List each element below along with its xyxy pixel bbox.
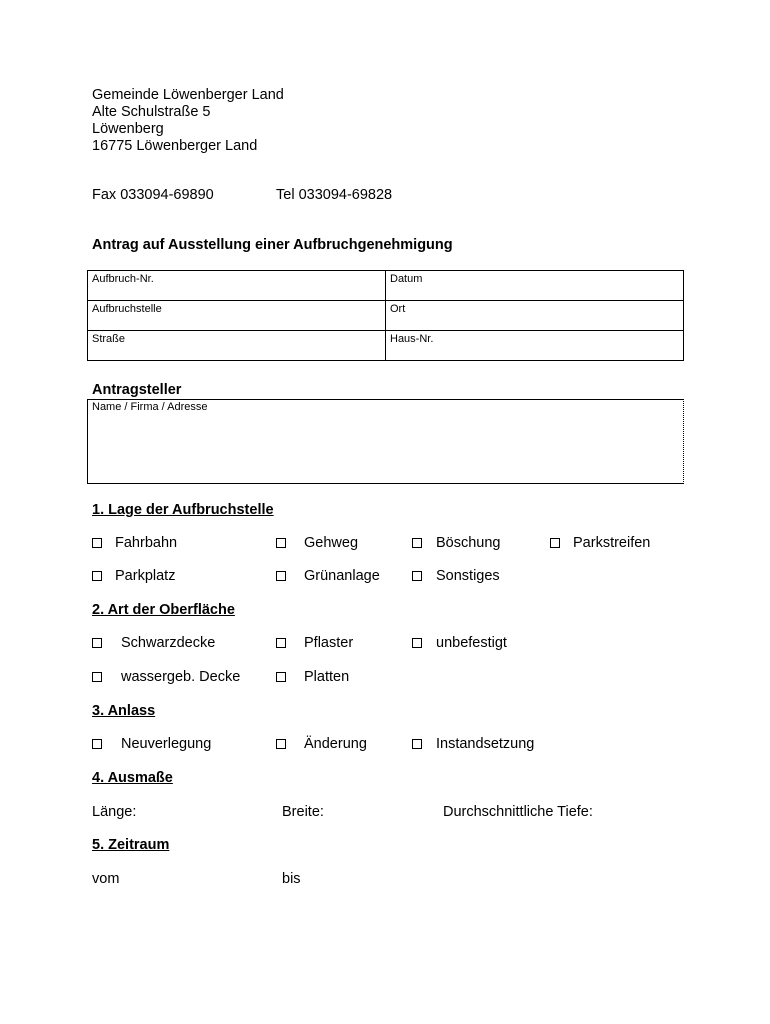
section-3-title: 3. Anlass xyxy=(92,703,156,719)
checkbox-label: Sonstiges xyxy=(436,568,500,584)
field-strasse[interactable]: Straße xyxy=(88,331,386,361)
field-haus-nr[interactable]: Haus-Nr. xyxy=(386,331,684,361)
breite-label: Breite: xyxy=(282,804,324,820)
checkbox-square[interactable] xyxy=(276,638,286,648)
checkbox-label: Platten xyxy=(304,669,350,685)
field-aufbruch-nr[interactable]: Aufbruch-Nr. xyxy=(88,271,386,301)
field-datum[interactable]: Datum xyxy=(386,271,684,301)
checkbox-label: Gehweg xyxy=(304,535,359,551)
address-block xyxy=(92,87,284,155)
checkbox-square[interactable] xyxy=(412,739,422,749)
applicant-field[interactable] xyxy=(87,399,684,484)
table-row xyxy=(88,331,684,361)
checkbox-square[interactable] xyxy=(276,672,286,682)
section-1-title: 1. Lage der Aufbruchstelle xyxy=(92,502,274,518)
checkbox-square[interactable] xyxy=(276,538,286,548)
table-row xyxy=(88,271,684,301)
checkbox-label: unbefestigt xyxy=(436,635,507,651)
checkbox-label: Fahrbahn xyxy=(115,535,178,551)
checkbox-square[interactable] xyxy=(92,571,102,581)
checkbox-square[interactable] xyxy=(412,638,422,648)
address-line-1: Gemeinde Löwenberger Land xyxy=(92,87,284,103)
checkbox-label: Neuverlegung xyxy=(121,736,212,752)
bis-label: bis xyxy=(282,871,301,887)
checkbox-square[interactable] xyxy=(412,571,422,581)
form-title: Antrag auf Ausstellung einer Aufbruchgenehmigung xyxy=(92,237,453,253)
checkbox-label: Änderung xyxy=(304,736,367,752)
checkbox-square[interactable] xyxy=(92,672,102,682)
checkbox-square[interactable] xyxy=(92,739,102,749)
section-4-title: 4. Ausmaße xyxy=(92,770,173,786)
checkbox-square[interactable] xyxy=(92,538,102,548)
checkbox-label: Pflaster xyxy=(304,635,354,651)
checkbox-label: Instandsetzung xyxy=(436,736,535,752)
checkbox-label: Schwarzdecke xyxy=(121,635,216,651)
checkbox-label: Parkplatz xyxy=(115,568,176,584)
laenge-label: Länge: xyxy=(92,804,137,820)
checkbox-square[interactable] xyxy=(276,739,286,749)
field-ort[interactable]: Ort xyxy=(386,301,684,331)
applicant-field-label: Name / Firma / Adresse xyxy=(92,401,208,413)
section-5-title: 5. Zeitraum xyxy=(92,837,170,853)
section-2-title: 2. Art der Oberfläche xyxy=(92,602,235,618)
address-line-3: Löwenberg xyxy=(92,121,164,137)
checkbox-label: Grünanlage xyxy=(304,568,380,584)
info-table xyxy=(87,270,684,361)
checkbox-label: Böschung xyxy=(436,535,501,551)
address-line-2: Alte Schulstraße 5 xyxy=(92,104,211,120)
checkbox-square[interactable] xyxy=(276,571,286,581)
address-line-4: 16775 Löwenberger Land xyxy=(92,138,258,154)
field-aufbruchstelle[interactable]: Aufbruchstelle xyxy=(88,301,386,331)
checkbox-label: wassergeb. Decke xyxy=(121,669,241,685)
checkbox-square[interactable] xyxy=(550,538,560,548)
tiefe-label: Durchschnittliche Tiefe: xyxy=(443,804,593,820)
checkbox-square[interactable] xyxy=(412,538,422,548)
checkbox-square[interactable] xyxy=(92,638,102,648)
vom-label: vom xyxy=(92,871,120,887)
checkbox-label: Parkstreifen xyxy=(573,535,651,551)
applicant-title: Antragsteller xyxy=(92,382,182,398)
tel-number: Tel 033094-69828 xyxy=(276,187,393,203)
fax-number: Fax 033094-69890 xyxy=(92,187,214,203)
table-row xyxy=(88,301,684,331)
